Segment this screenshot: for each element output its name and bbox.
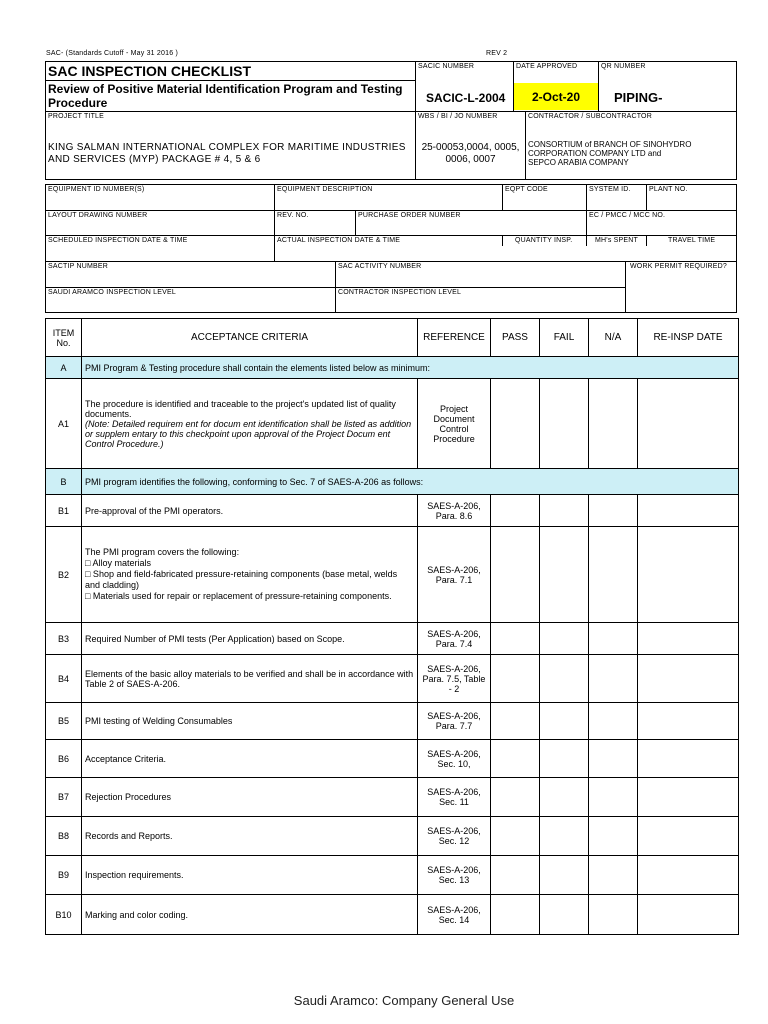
section-row-a: A PMI Program & Testing procedure shall contain the elements listed below as minimum: xyxy=(46,357,739,379)
standards-cutoff-label: SAC- (Standards Cutoff - May 31 2016 ) xyxy=(46,50,178,57)
na-cell[interactable] xyxy=(589,495,638,527)
reinsp-cell[interactable] xyxy=(638,655,739,703)
reinsp-cell[interactable] xyxy=(638,379,739,469)
fail-cell[interactable] xyxy=(540,778,589,817)
pass-header: PASS xyxy=(491,319,540,357)
item-no-header: ITEM No. xyxy=(46,319,82,357)
revision-label: REV 2 xyxy=(486,50,508,57)
sa-inspection-level-label: SAUDI ARAMCO INSPECTION LEVEL xyxy=(48,289,176,296)
work-permit-label: WORK PERMIT REQUIRED? xyxy=(630,263,728,270)
reinsp-cell[interactable] xyxy=(638,817,739,856)
table-row: B5 PMI testing of Welding Consumables SAES-A-206, Para. 7.7 xyxy=(46,703,739,740)
section-row-b: B PMI program identifies the following, conforming to Sec. 7 of SAES-A-206 as follows: xyxy=(46,469,739,495)
table-row: B2 The PMI program covers the following: □ Alloy materials □ Shop and field-fabricated pressure-retaining components (base metal, welds and cladding) □ Materials used for repair or replacement of pressure-retaining components. SAES-A-206, Para. 7.1 xyxy=(46,527,739,623)
pass-cell[interactable] xyxy=(491,655,540,703)
pass-cell[interactable] xyxy=(491,379,540,469)
na-cell[interactable] xyxy=(589,817,638,856)
reference-header: REFERENCE xyxy=(418,319,491,357)
reinsp-cell[interactable] xyxy=(638,623,739,655)
pass-cell[interactable] xyxy=(491,703,540,740)
reinsp-date-header: RE-INSP DATE xyxy=(638,319,739,357)
sacic-number-label: SACIC NUMBER xyxy=(418,63,475,70)
fail-cell[interactable] xyxy=(540,379,589,469)
fail-cell[interactable] xyxy=(540,856,589,895)
equipment-id-label: EQUIPMENT ID NUMBER(S) xyxy=(48,186,145,193)
pass-cell[interactable] xyxy=(491,778,540,817)
na-cell[interactable] xyxy=(589,778,638,817)
reinsp-cell[interactable] xyxy=(638,703,739,740)
fail-cell[interactable] xyxy=(540,495,589,527)
na-cell[interactable] xyxy=(589,856,638,895)
na-cell[interactable] xyxy=(589,527,638,623)
reinsp-cell[interactable] xyxy=(638,527,739,623)
layout-drawing-label: LAYOUT DRAWING NUMBER xyxy=(48,212,148,219)
equipment-description-label: EQUIPMENT DESCRIPTION xyxy=(277,186,373,193)
fail-cell[interactable] xyxy=(540,740,589,778)
travel-time-label: TRAVEL TIME xyxy=(668,237,716,244)
pass-cell[interactable] xyxy=(491,623,540,655)
na-cell[interactable] xyxy=(589,895,638,935)
criteria-table xyxy=(45,318,739,935)
table-row: B7 Rejection Procedures SAES-A-206, Sec. 11 xyxy=(46,778,739,817)
pass-cell[interactable] xyxy=(491,856,540,895)
fail-cell[interactable] xyxy=(540,895,589,935)
pass-cell[interactable] xyxy=(491,527,540,623)
contractor-label: CONTRACTOR / SUBCONTRACTOR xyxy=(528,113,652,120)
project-title-value: KING SALMAN INTERNATIONAL COMPLEX FOR MARITIME INDUSTRIES AND SERVICES (MYP) PACKAGE # 4, 5 & 6 xyxy=(48,142,406,165)
pass-cell[interactable] xyxy=(491,817,540,856)
acceptance-criteria-header: ACCEPTANCE CRITERIA xyxy=(82,319,418,357)
qr-number-label: QR NUMBER xyxy=(601,63,646,70)
na-header: N/A xyxy=(589,319,638,357)
quantity-insp-label: QUANTITY INSP. xyxy=(515,237,573,244)
sac-activity-label: SAC ACTIVITY NUMBER xyxy=(338,263,422,270)
date-approved-label: DATE APPROVED xyxy=(516,63,578,70)
table-header-row xyxy=(46,319,739,357)
actual-date-label: ACTUAL INSPECTION DATE & TIME xyxy=(277,237,401,244)
pass-cell[interactable] xyxy=(491,740,540,778)
date-approved-value: 2-Oct-20 xyxy=(531,90,581,104)
reinsp-cell[interactable] xyxy=(638,778,739,817)
eqpt-code-label: EQPT CODE xyxy=(505,186,548,193)
pass-cell[interactable] xyxy=(491,895,540,935)
wbs-value: 25-00053,0004, 0005, 0006, 0007 xyxy=(421,142,520,165)
system-id-label: SYSTEM ID. xyxy=(589,186,631,193)
pass-cell[interactable] xyxy=(491,495,540,527)
table-row: B3 Required Number of PMI tests (Per Application) based on Scope. SAES-A-206, Para. 7.4 xyxy=(46,623,739,655)
na-cell[interactable] xyxy=(589,740,638,778)
fail-header: FAIL xyxy=(540,319,589,357)
sactip-number-label: SACTIP NUMBER xyxy=(48,263,109,270)
na-cell[interactable] xyxy=(589,703,638,740)
wbs-label: WBS / BI / JO NUMBER xyxy=(418,113,498,120)
table-row: B6 Acceptance Criteria. SAES-A-206, Sec. 10, xyxy=(46,740,739,778)
mhs-spent-label: MH's SPENT xyxy=(595,237,639,244)
reinsp-cell[interactable] xyxy=(638,856,739,895)
table-row: B8 Records and Reports. SAES-A-206, Sec. 12 xyxy=(46,817,739,856)
ec-pmcc-label: EC / PMCC / MCC NO. xyxy=(589,212,666,219)
purchase-order-label: PURCHASE ORDER NUMBER xyxy=(358,212,461,219)
project-title-label: PROJECT TITLE xyxy=(48,113,105,120)
reinsp-cell[interactable] xyxy=(638,895,739,935)
reinsp-cell[interactable] xyxy=(638,495,739,527)
fail-cell[interactable] xyxy=(540,817,589,856)
plant-no-label: PLANT NO. xyxy=(649,186,688,193)
na-cell[interactable] xyxy=(589,655,638,703)
scheduled-date-label: SCHEDULED INSPECTION DATE & TIME xyxy=(48,237,188,244)
na-cell[interactable] xyxy=(589,623,638,655)
sacic-number-value: SACIC-L-2004 xyxy=(426,91,506,105)
table-row: B9 Inspection requirements. SAES-A-206, Sec. 13 xyxy=(46,856,739,895)
contractor-inspection-level-label: CONTRACTOR INSPECTION LEVEL xyxy=(338,289,462,296)
rev-no-label: REV. NO. xyxy=(277,212,309,219)
fail-cell[interactable] xyxy=(540,623,589,655)
fail-cell[interactable] xyxy=(540,655,589,703)
fail-cell[interactable] xyxy=(540,527,589,623)
page-title: SAC INSPECTION CHECKLIST xyxy=(48,63,252,79)
table-row: B1 Pre-approval of the PMI operators. SAES-A-206, Para. 8.6 xyxy=(46,495,739,527)
qr-number-value: PIPING- xyxy=(614,90,663,105)
table-row: B10 Marking and color coding. SAES-A-206, Sec. 14 xyxy=(46,895,739,935)
contractor-value: CONSORTIUM of BRANCH OF SINOHYDRO CORPORATION COMPANY LTD and SEPCO ARABIA COMPANY xyxy=(528,140,692,167)
table-row: A1 The procedure is identified and traceable to the project's updated list of quality documents. (Note: Detailed requirem ent for docum ent identification shall be listed as addition or supplem entary to this checkpoint upon approval of the Project Docum ent Control Procedure.) Project Document Control Procedure xyxy=(46,379,739,469)
table-row: B4 Elements of the basic alloy materials to be verified and shall be in accordance with Table 2 of SAES-A-206. SAES-A-206, Para. 7.5, Table - 2 xyxy=(46,655,739,703)
fail-cell[interactable] xyxy=(540,703,589,740)
reinsp-cell[interactable] xyxy=(638,740,739,778)
classification-footer: Saudi Aramco: Company General Use xyxy=(293,993,515,1008)
checklist-subtitle: Review of Positive Material Identification Program and Testing Procedure xyxy=(48,82,403,110)
na-cell[interactable] xyxy=(589,379,638,469)
